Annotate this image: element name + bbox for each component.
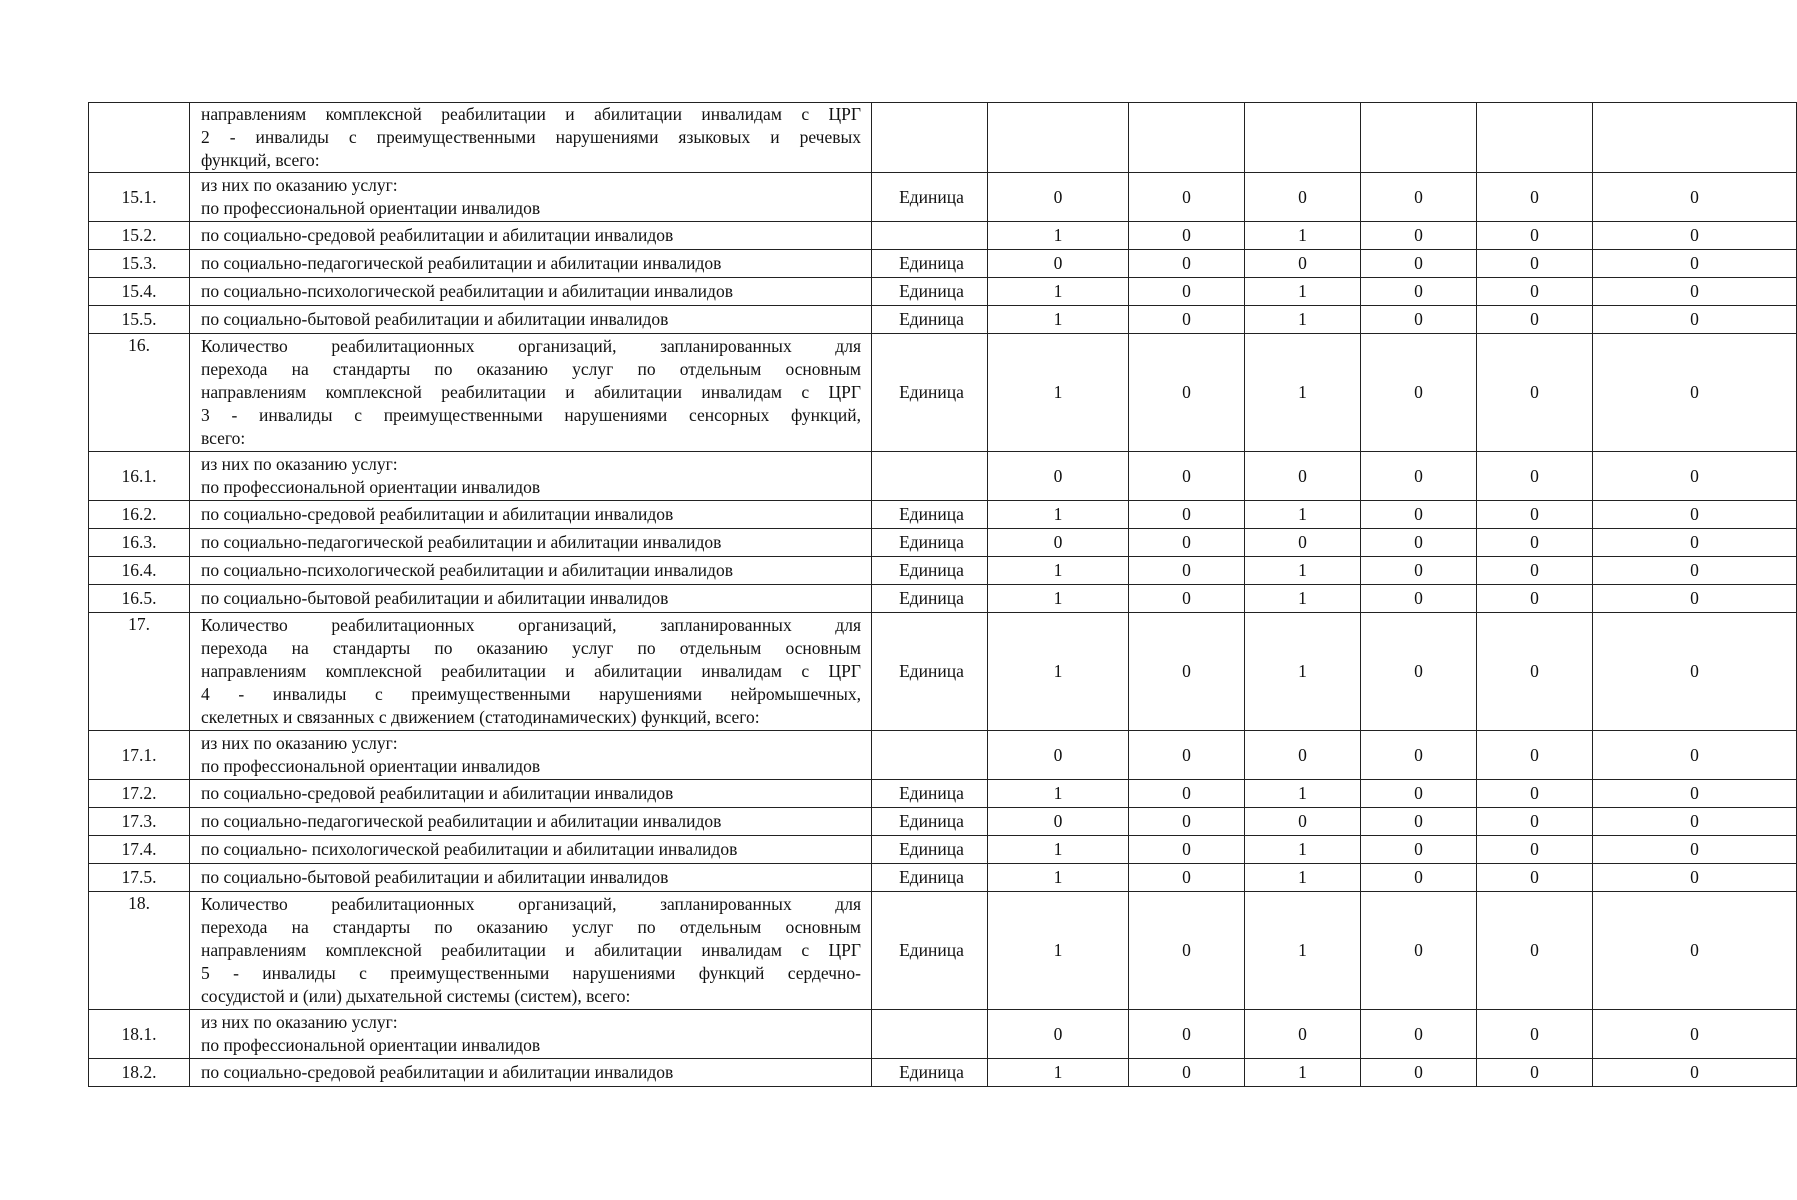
description-line: по социально-бытовой реабилитации и абилитации инвалидов [201,588,669,608]
value-cell: 0 [1245,452,1361,501]
value-cell: 0 [1477,808,1593,836]
value-cell: 1 [988,892,1129,1010]
value-cell: 0 [1477,836,1593,864]
unit-cell: Единица [872,864,988,892]
value-cell: 0 [1361,557,1477,585]
value-cell: 0 [1129,306,1245,334]
row-description [190,808,872,836]
unit-cell: Единица [872,808,988,836]
unit-cell: Единица [872,529,988,557]
row-number: 17.4. [89,836,190,864]
description-line: 5 - инвалиды с преимущественными нарушениями функций сердечно- [201,963,861,983]
value-cell: 1 [1245,306,1361,334]
table-row [89,278,1797,306]
row-description [190,780,872,808]
description-line: по профессиональной ориентации инвалидов [201,756,541,776]
row-description [190,250,872,278]
description-line: сосудистой и (или) дыхательной системы (систем), всего: [201,986,631,1006]
unit-cell [872,731,988,780]
value-cell: 0 [1593,529,1797,557]
row-number: 18.2. [89,1059,190,1087]
description-line: по социально-педагогической реабилитации и абилитации инвалидов [201,253,722,273]
row-number: 17.2. [89,780,190,808]
unit-cell [872,1010,988,1059]
description-line: по социально-средовой реабилитации и абилитации инвалидов [201,1062,674,1082]
description-line: направлениям комплексной реабилитации и абилитации инвалидам с ЦРГ [201,382,861,402]
description-line: по социально-бытовой реабилитации и абилитации инвалидов [201,309,669,329]
value-cell: 0 [1361,452,1477,501]
unit-cell: Единица [872,780,988,808]
value-cell: 0 [1593,173,1797,222]
row-description [190,278,872,306]
value-cell: 0 [1361,278,1477,306]
value-cell: 0 [988,1010,1129,1059]
table-row [89,334,1797,452]
row-description [190,1059,872,1087]
table-row [89,306,1797,334]
table-row [89,731,1797,780]
row-description [190,501,872,529]
table-row [89,452,1797,501]
value-cell: 0 [1361,731,1477,780]
unit-cell [872,452,988,501]
table-row [89,173,1797,222]
value-cell: 1 [988,278,1129,306]
unit-cell [872,222,988,250]
value-cell [1593,103,1797,173]
value-cell: 0 [1477,501,1593,529]
value-cell: 0 [1129,222,1245,250]
unit-cell: Единица [872,334,988,452]
value-cell: 0 [1245,1010,1361,1059]
row-description [190,585,872,613]
row-number: 17.1. [89,731,190,780]
value-cell: 0 [1361,334,1477,452]
description-line: из них по оказанию услуг: [201,175,398,195]
value-cell: 1 [988,836,1129,864]
value-cell: 0 [1593,864,1797,892]
value-cell: 0 [1593,1059,1797,1087]
description-line: по социально- психологической реабилитации и абилитации инвалидов [201,839,738,859]
row-description [190,173,872,222]
value-cell: 0 [1361,892,1477,1010]
value-cell: 0 [1361,808,1477,836]
row-number: 17. [89,613,190,731]
description-line: по профессиональной ориентации инвалидов [201,198,541,218]
row-number: 15.5. [89,306,190,334]
description-line: по социально-педагогической реабилитации и абилитации инвалидов [201,532,722,552]
value-cell: 0 [1245,808,1361,836]
value-cell: 0 [1477,452,1593,501]
row-number [89,103,190,173]
value-cell: 0 [988,731,1129,780]
value-cell: 0 [1129,1010,1245,1059]
row-number: 17.5. [89,864,190,892]
description-line: по социально-средовой реабилитации и абилитации инвалидов [201,504,674,524]
description-line: по социально-психологической реабилитации и абилитации инвалидов [201,281,733,301]
value-cell: 0 [1477,864,1593,892]
row-number: 16.4. [89,557,190,585]
value-cell: 0 [1593,731,1797,780]
value-cell: 0 [1361,613,1477,731]
value-cell: 1 [988,501,1129,529]
value-cell [1477,103,1593,173]
row-number: 15.4. [89,278,190,306]
value-cell: 0 [1361,780,1477,808]
value-cell: 1 [988,613,1129,731]
description-line: по социально-средовой реабилитации и абилитации инвалидов [201,783,674,803]
value-cell: 1 [988,557,1129,585]
description-line: скелетных и связанных с движением (статодинамических) функций, всего: [201,707,760,727]
value-cell: 0 [1361,173,1477,222]
value-cell: 1 [988,585,1129,613]
description-line: всего: [201,428,246,448]
table-body [89,103,1797,1087]
unit-cell: Единица [872,836,988,864]
description-line: перехода на стандарты по оказанию услуг по отдельным основным [201,359,861,379]
value-cell: 0 [1129,780,1245,808]
table-row [89,1010,1797,1059]
value-cell: 0 [1245,173,1361,222]
unit-cell: Единица [872,557,988,585]
table-row [89,501,1797,529]
value-cell: 1 [1245,836,1361,864]
value-cell: 1 [988,864,1129,892]
description-line: из них по оказанию услуг: [201,733,398,753]
value-cell: 0 [1593,334,1797,452]
row-number: 15.2. [89,222,190,250]
unit-cell: Единица [872,250,988,278]
value-cell: 0 [1361,306,1477,334]
value-cell: 0 [1361,250,1477,278]
value-cell: 1 [1245,864,1361,892]
value-cell: 1 [1245,585,1361,613]
value-cell: 0 [1593,780,1797,808]
unit-cell: Единица [872,173,988,222]
unit-cell: Единица [872,306,988,334]
value-cell: 0 [1129,1059,1245,1087]
description-line: направлениям комплексной реабилитации и абилитации инвалидам с ЦРГ [201,104,861,124]
value-cell: 0 [1361,222,1477,250]
value-cell: 0 [1129,501,1245,529]
value-cell: 0 [1129,864,1245,892]
row-description [190,557,872,585]
value-cell: 0 [988,250,1129,278]
value-cell: 1 [1245,1059,1361,1087]
value-cell: 0 [988,808,1129,836]
value-cell: 0 [1477,1059,1593,1087]
value-cell: 1 [988,334,1129,452]
row-description [190,1010,872,1059]
description-line: направлениям комплексной реабилитации и абилитации инвалидам с ЦРГ [201,661,861,681]
row-number: 16.5. [89,585,190,613]
value-cell: 0 [988,452,1129,501]
value-cell: 1 [1245,222,1361,250]
value-cell: 0 [1593,250,1797,278]
value-cell: 0 [1477,222,1593,250]
value-cell: 0 [1361,864,1477,892]
row-number: 15.1. [89,173,190,222]
unit-cell: Единица [872,585,988,613]
unit-cell [872,103,988,173]
value-cell: 0 [1593,585,1797,613]
value-cell: 1 [1245,501,1361,529]
value-cell: 0 [1361,1010,1477,1059]
table-row [89,585,1797,613]
row-description [190,836,872,864]
value-cell: 0 [1593,892,1797,1010]
value-cell: 0 [1593,613,1797,731]
value-cell: 0 [1477,731,1593,780]
value-cell: 0 [1245,250,1361,278]
value-cell: 0 [1593,306,1797,334]
value-cell: 0 [1129,613,1245,731]
value-cell: 0 [1477,173,1593,222]
value-cell: 0 [1477,278,1593,306]
description-line: по социально-средовой реабилитации и абилитации инвалидов [201,225,674,245]
value-cell: 0 [1129,278,1245,306]
value-cell [988,103,1129,173]
value-cell: 0 [1477,334,1593,452]
value-cell: 0 [1593,452,1797,501]
value-cell: 0 [1477,529,1593,557]
unit-cell: Единица [872,892,988,1010]
row-description [190,306,872,334]
row-description [190,529,872,557]
description-line: Количество реабилитационных организаций, запланированных для [201,336,861,356]
value-cell: 1 [1245,334,1361,452]
table-row [89,780,1797,808]
value-cell: 1 [988,780,1129,808]
description-line: 4 - инвалиды с преимущественными нарушениями нейромышечных, [201,684,861,704]
row-description [190,731,872,780]
value-cell: 1 [988,222,1129,250]
row-description [190,613,872,731]
value-cell: 0 [1477,306,1593,334]
value-cell: 0 [1129,731,1245,780]
row-description [190,103,872,173]
indicator-table [88,102,1797,1087]
value-cell: 0 [1129,173,1245,222]
value-cell: 0 [1129,250,1245,278]
description-line: Количество реабилитационных организаций, запланированных для [201,894,861,914]
table-row [89,613,1797,731]
table-row [89,864,1797,892]
description-line: по социально-бытовой реабилитации и абилитации инвалидов [201,867,669,887]
unit-cell: Единица [872,1059,988,1087]
row-description [190,222,872,250]
value-cell: 0 [1477,780,1593,808]
row-number: 16.3. [89,529,190,557]
table-row [89,808,1797,836]
description-line: по социально-педагогической реабилитации и абилитации инвалидов [201,811,722,831]
value-cell: 1 [1245,780,1361,808]
description-line: из них по оказанию услуг: [201,454,398,474]
value-cell: 0 [1129,334,1245,452]
row-number: 16. [89,334,190,452]
value-cell: 0 [1129,892,1245,1010]
table-row [89,103,1797,173]
value-cell: 0 [1593,278,1797,306]
value-cell: 0 [1593,836,1797,864]
row-number: 18.1. [89,1010,190,1059]
value-cell: 0 [988,173,1129,222]
row-description [190,334,872,452]
description-line: функций, всего: [201,150,320,170]
value-cell: 1 [988,1059,1129,1087]
description-line: перехода на стандарты по оказанию услуг по отдельным основным [201,638,861,658]
table-row [89,529,1797,557]
row-description [190,452,872,501]
value-cell: 0 [1245,731,1361,780]
unit-cell: Единица [872,613,988,731]
description-line: по профессиональной ориентации инвалидов [201,1035,541,1055]
value-cell [1245,103,1361,173]
value-cell: 0 [1593,808,1797,836]
table-row [89,250,1797,278]
value-cell: 0 [1593,557,1797,585]
description-line: перехода на стандарты по оказанию услуг по отдельным основным [201,917,861,937]
value-cell: 0 [1129,452,1245,501]
unit-cell: Единица [872,501,988,529]
row-number: 18. [89,892,190,1010]
value-cell: 0 [1361,836,1477,864]
value-cell: 1 [1245,613,1361,731]
value-cell [1361,103,1477,173]
value-cell: 0 [1477,585,1593,613]
value-cell [1129,103,1245,173]
row-description [190,864,872,892]
value-cell: 0 [1129,585,1245,613]
description-line: 3 - инвалиды с преимущественными нарушениями сенсорных функций, [201,405,861,425]
value-cell: 1 [1245,278,1361,306]
description-line: из них по оказанию услуг: [201,1012,398,1032]
row-number: 16.2. [89,501,190,529]
value-cell: 0 [1129,836,1245,864]
value-cell: 0 [1593,501,1797,529]
value-cell: 0 [1477,892,1593,1010]
description-line: 2 - инвалиды с преимущественными нарушениями языковых и речевых [201,127,861,147]
value-cell: 0 [1361,585,1477,613]
description-line: направлениям комплексной реабилитации и абилитации инвалидам с ЦРГ [201,940,861,960]
value-cell: 1 [1245,892,1361,1010]
row-number: 17.3. [89,808,190,836]
value-cell: 1 [1245,557,1361,585]
value-cell: 0 [1245,529,1361,557]
table-row [89,836,1797,864]
table-row [89,1059,1797,1087]
description-line: Количество реабилитационных организаций, запланированных для [201,615,861,635]
value-cell: 0 [1129,808,1245,836]
value-cell: 0 [1593,222,1797,250]
value-cell: 0 [1361,1059,1477,1087]
value-cell: 0 [1477,250,1593,278]
value-cell: 1 [988,306,1129,334]
unit-cell: Единица [872,278,988,306]
table-row [89,222,1797,250]
value-cell: 0 [1129,557,1245,585]
value-cell: 0 [1477,1010,1593,1059]
table-row [89,892,1797,1010]
value-cell: 0 [1593,1010,1797,1059]
value-cell: 0 [1129,529,1245,557]
value-cell: 0 [1361,529,1477,557]
table-row [89,557,1797,585]
description-line: по социально-психологической реабилитации и абилитации инвалидов [201,560,733,580]
description-line: по профессиональной ориентации инвалидов [201,477,541,497]
row-number: 15.3. [89,250,190,278]
value-cell: 0 [1477,557,1593,585]
value-cell: 0 [988,529,1129,557]
value-cell: 0 [1477,613,1593,731]
value-cell: 0 [1361,501,1477,529]
row-number: 16.1. [89,452,190,501]
row-description [190,892,872,1010]
